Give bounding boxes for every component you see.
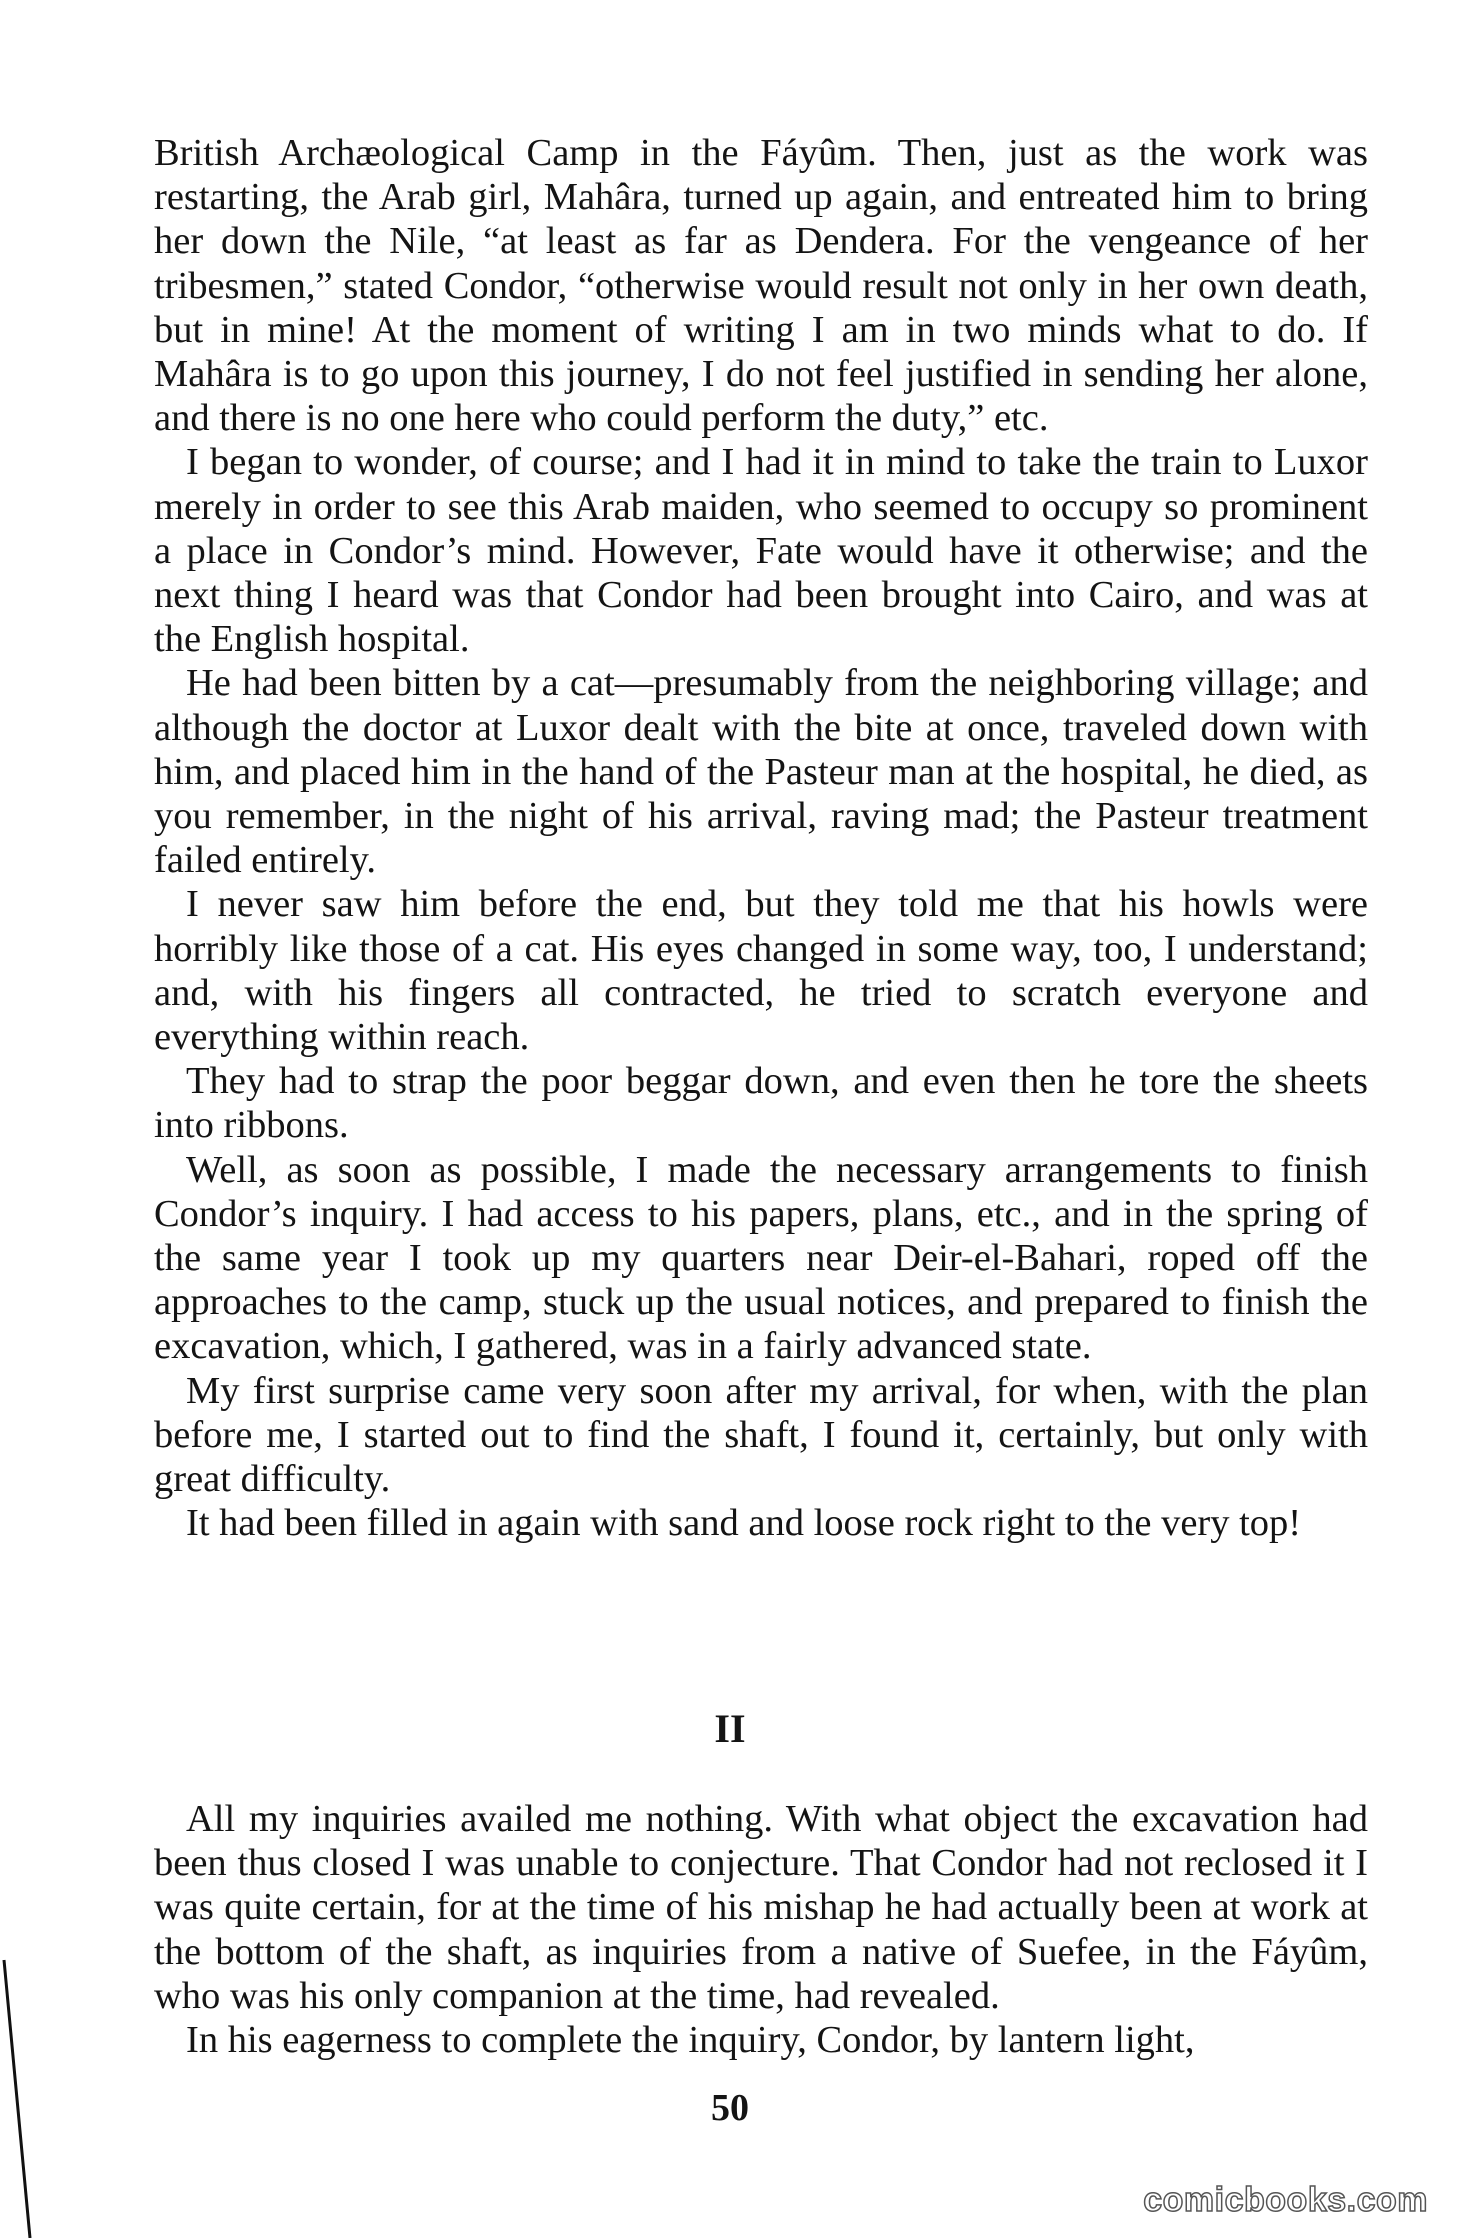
paragraph: They had to strap the poor beggar down, and even then he tore the sheets into ribbons.	[154, 1060, 1368, 1147]
watermark: comicbooks.com	[1143, 2181, 1428, 2219]
paragraph: British Archæological Camp in the Fáyûm. Then, just as the work was restarting, the Arab girl, Mahâra, turned up again, and entreated him to bring her down the Nile, “at least as far as Dendera. For the vengeance of her tribesmen,” stated Condor, “otherwise would result not only in her own death, but in mine! At the moment of writing I am in two minds what to do. If Mahâra is to go upon this journey, I do not feel justified in sending her alone, and there is no one here who could perform the duty,” etc.	[154, 132, 1368, 440]
paragraph: In his eagerness to complete the inquiry, Condor, by lantern light,	[186, 2019, 1195, 2062]
paragraph: It had been filled in again with sand and loose rock right to the very top!	[186, 1502, 1302, 1545]
paragraph: Well, as soon as possible, I made the necessary arrangements to finish Condor’s inquiry. I had access to his papers, plans, etc., and in the spring of the same year I took up my quarters near Deir-el-Bahari, roped off the approaches to the camp, stuck up the usual notices, and prepared to finish the excavation, which, I gathered, was in a fairly advanced state.	[154, 1148, 1368, 1368]
page-number: 50	[711, 2087, 749, 2129]
paragraph: He had been bitten by a cat—presumably from the neighboring village; and although the doctor at Luxor dealt with the bite at once, traveled down with him, and placed him in the hand of the Pasteur man at the hospital, he died, as you remember, in the night of his arrival, raving mad; the Pasteur treatment failed entirely.	[154, 662, 1368, 882]
paragraph: I began to wonder, of course; and I had it in mind to take the train to Luxor merely in order to see this Arab maiden, who seemed to occupy so prominent a place in Condor’s mind. However, Fate would have it otherwise; and the next thing I heard was that Condor had been brought into Cairo, and was at the English hospital.	[154, 441, 1368, 661]
paragraph: My first surprise came very soon after my arrival, for when, with the plan before me, I started out to find the shaft, I found it, certainly, but only with great difficulty.	[154, 1369, 1368, 1501]
page-edge-line	[0, 0, 60, 2238]
body-text-lower	[154, 1797, 1368, 2062]
section-heading: II	[714, 1706, 746, 1751]
body-text-upper	[154, 131, 1368, 1546]
paragraph: All my inquiries availed me nothing. With what object the excavation had been thus closed I was unable to conjecture. That Condor had not reclosed it I was quite certain, for at the time of his mishap he had actually been at work at the bottom of the shaft, as inquiries from a native of Suefee, in the Fáyûm, who was his only companion at the time, had revealed.	[154, 1798, 1368, 2017]
paragraph: I never saw him before the end, but they told me that his howls were horribly like those of a cat. His eyes changed in some way, too, I understand; and, with his fingers all contracted, he tried to scratch everyone and everything within reach.	[154, 883, 1368, 1059]
